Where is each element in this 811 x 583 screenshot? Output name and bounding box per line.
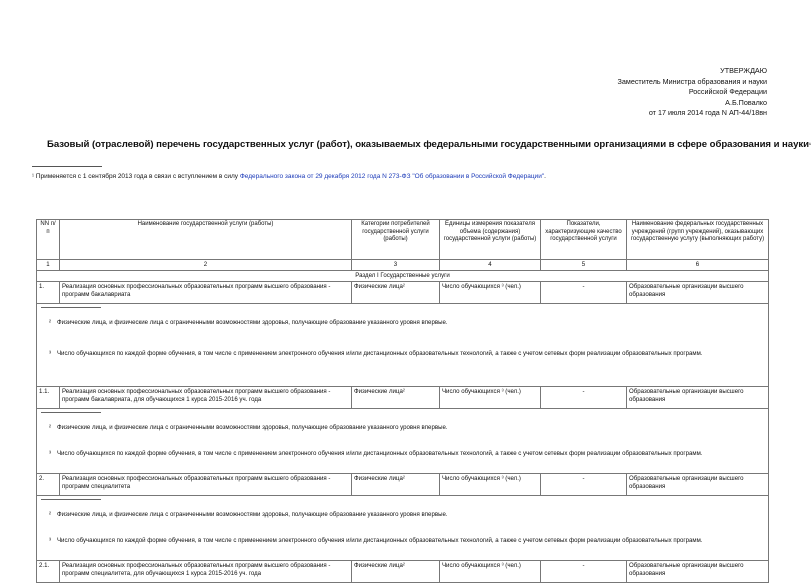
footnote-item-marker: ² — [49, 320, 51, 326]
consumer-category — [352, 282, 440, 304]
column-number: 2 — [60, 260, 352, 271]
section-title: Раздел I Государственные услуги — [37, 271, 769, 282]
table-header-row — [37, 220, 769, 260]
footnote — [32, 173, 546, 180]
measure-unit — [440, 387, 541, 409]
column-number: 1 — [37, 260, 60, 271]
column-number: 3 — [352, 260, 440, 271]
unit-text: Число обучающихся — [442, 562, 500, 569]
footnote-item — [49, 537, 703, 545]
approval-position: Заместитель Министра образования и науки — [617, 76, 767, 86]
category-text: Физические лица — [354, 475, 403, 482]
footnote-item-text: Число обучающихся по каждой форме обучения, в том числе с применением электронного обучения и/или дистанционных образовательных технологий, а также с учетом сетевых форм реализации образовательных программ. — [57, 537, 703, 544]
footnote-item — [49, 350, 703, 358]
footnote-item — [49, 424, 448, 432]
unit-suffix: (чел.) — [505, 388, 521, 395]
footnote-cell — [37, 304, 769, 387]
approval-country: Российской Федерации — [688, 87, 767, 96]
table-row — [37, 474, 769, 496]
unit-suffix: (чел.) — [505, 562, 521, 569]
row-number: 2. — [37, 474, 60, 496]
approval-heading: УТВЕРЖДАЮ — [720, 66, 767, 75]
consumer-category — [352, 387, 440, 409]
quality-indicator: - — [541, 561, 627, 583]
table-row — [37, 561, 769, 583]
footnote-item-marker: ² — [49, 425, 51, 431]
unit-footnote-marker: ³ — [501, 476, 504, 482]
category-footnote-marker: ² — [402, 284, 405, 290]
consumer-category — [352, 474, 440, 496]
column-number: 5 — [541, 260, 627, 271]
footnote-item-marker: ³ — [49, 538, 51, 544]
column-number: 4 — [440, 260, 541, 271]
row-number: 1. — [37, 282, 60, 304]
header-quality: Показатели, характеризующие качество государственной услуги — [541, 220, 627, 260]
service-name: Реализация основных профессиональных образовательных программ высшего образования - программ специалитета — [60, 474, 352, 496]
footnote-row — [37, 304, 769, 387]
footnote-separator — [32, 166, 102, 167]
measure-unit — [440, 282, 541, 304]
footnote-item-text: Число обучающихся по каждой форме обучения, в том числе с применением электронного обучения и/или дистанционных образовательных технологий, а также с учетом сетевых форм реализации образовательных программ. — [57, 350, 703, 357]
footnote-cell — [37, 409, 769, 474]
category-text: Физические лица — [354, 562, 403, 569]
table-row — [37, 387, 769, 409]
footnote-marker: ¹ — [32, 174, 34, 180]
category-footnote-marker: ² — [402, 563, 405, 569]
unit-suffix: (чел.) — [505, 475, 521, 482]
footnote-item — [49, 450, 703, 458]
category-text: Физические лица — [354, 283, 403, 290]
unit-text: Число обучающихся — [442, 388, 500, 395]
footnote-item-text: Число обучающихся по каждой форме обучения, в том числе с применением электронного обучения и/или дистанционных образовательных технологий, а также с учетом сетевых форм реализации образовательных программ. — [57, 450, 703, 457]
federal-law-link[interactable]: Федерального закона от 29 декабря 2012 года N 273-ФЗ "Об образовании в Российской Федерации" — [239, 173, 545, 180]
quality-indicator: - — [541, 282, 627, 304]
footnote-item-marker: ³ — [49, 451, 51, 457]
footnote-item — [49, 511, 448, 519]
row-number: 2.1. — [37, 561, 60, 583]
footnote-item-marker: ³ — [49, 351, 51, 357]
service-name: Реализация основных профессиональных образовательных программ высшего образования - программ бакалавриата, для обучающихся 1 курса 2015-2016 уч. года — [60, 387, 352, 409]
document-title — [47, 139, 811, 150]
table-row — [37, 282, 769, 304]
footnote-item — [49, 319, 448, 327]
unit-footnote-marker: ³ — [501, 284, 504, 290]
footnote-prefix: Применяется с 1 сентября 2013 года в связи с вступлением в силу — [35, 173, 240, 180]
footnote-line — [41, 412, 101, 413]
column-number: 6 — [627, 260, 769, 271]
row-number: 1.1. — [37, 387, 60, 409]
unit-text: Число обучающихся — [442, 283, 500, 290]
quality-indicator: - — [541, 474, 627, 496]
header-units: Единицы измерения показателя объема (содержания) государственной услуги (работы) — [440, 220, 541, 260]
title-footnote-marker: ¹ — [808, 143, 811, 149]
services-table — [36, 219, 769, 583]
footnote-item-text: Физические лица, и физические лица с ограниченными возможностями здоровья, получающие образование указанного уровня впервые. — [57, 511, 448, 518]
measure-unit — [440, 474, 541, 496]
category-text: Физические лица — [354, 388, 403, 395]
institution-name: Образовательные организации высшего образования — [627, 387, 769, 409]
header-institutions: Наименование федеральных государственных учреждений (групп учреждений), оказывающих государственную услугу (выполняющих работу) — [627, 220, 769, 260]
quality-indicator: - — [541, 387, 627, 409]
category-footnote-marker: ² — [402, 389, 405, 395]
footnote-item-marker: ² — [49, 512, 51, 518]
section-row — [37, 271, 769, 282]
institution-name: Образовательные организации высшего образования — [627, 474, 769, 496]
footnote-line — [41, 499, 101, 500]
measure-unit — [440, 561, 541, 583]
footnote-item-text: Физические лица, и физические лица с ограниченными возможностями здоровья, получающие образование указанного уровня впервые. — [57, 424, 448, 431]
unit-footnote-marker: ³ — [501, 563, 504, 569]
header-service-name: Наименование государственной услуги (работы) — [60, 220, 352, 260]
footnote-row — [37, 409, 769, 474]
service-name: Реализация основных профессиональных образовательных программ высшего образования - программ специалитета, для обучающихся 1 курса 2015-2016 уч. года — [60, 561, 352, 583]
institution-name: Образовательные организации высшего образования — [627, 282, 769, 304]
footnote-row — [37, 496, 769, 561]
service-name: Реализация основных профессиональных образовательных программ высшего образования - программ бакалавриата — [60, 282, 352, 304]
footnote-cell — [37, 496, 769, 561]
category-footnote-marker: ² — [402, 476, 405, 482]
header-number: NN п/п — [37, 220, 60, 260]
consumer-category — [352, 561, 440, 583]
footnote-line — [41, 307, 101, 308]
document-title-text: Базовый (отраслевой) перечень государственных услуг (работ), оказываемых федеральными государственными организациями в сфере образования и науки — [47, 139, 809, 150]
unit-suffix: (чел.) — [505, 283, 521, 290]
column-number-row — [37, 260, 769, 271]
footnote-suffix: . — [544, 173, 546, 180]
approval-date: от 17 июля 2014 года N АП-44/18вн — [648, 108, 767, 117]
approval-block — [618, 66, 767, 119]
footnote-item-text: Физические лица, и физические лица с ограниченными возможностями здоровья, получающие образование указанного уровня впервые. — [57, 319, 448, 326]
approval-signatory: А.Б.Повалко — [725, 97, 767, 107]
institution-name: Образовательные организации высшего образования — [627, 561, 769, 583]
unit-text: Число обучающихся — [442, 475, 500, 482]
unit-footnote-marker: ³ — [501, 389, 504, 395]
header-consumer-category: Категории потребителей государственной услуги (работы) — [352, 220, 440, 260]
